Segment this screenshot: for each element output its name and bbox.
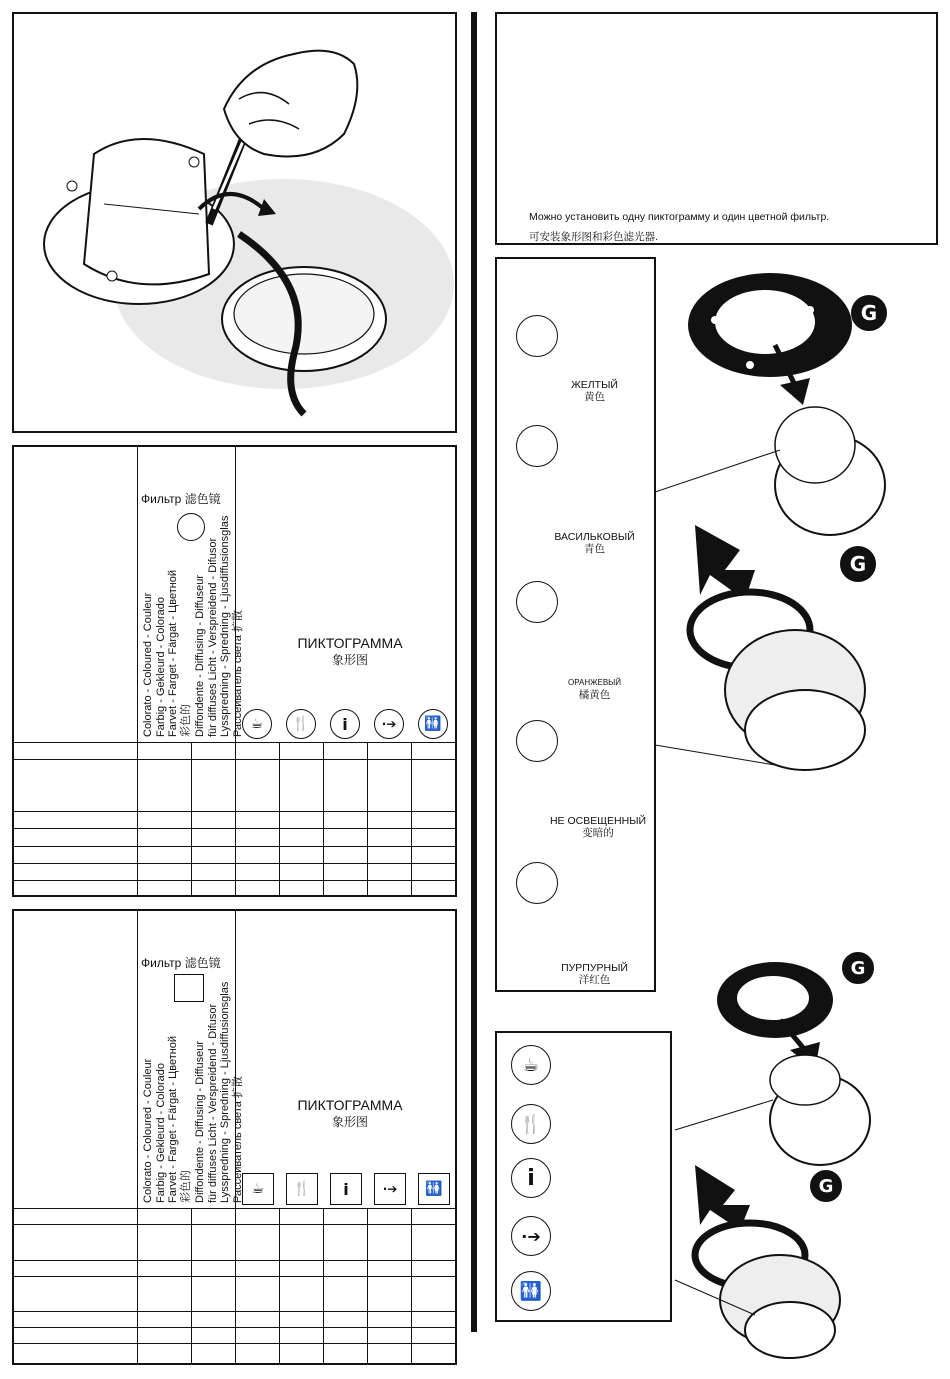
- color-option-orange: ОРАНЖЕВЫЙ 橘黄色: [567, 678, 622, 701]
- color-options-panel: [495, 257, 656, 992]
- filter-note-ru: Можно установить одну пиктограмму и один цветной фильтр.: [529, 211, 830, 223]
- legend-restroom-icon: 🚻: [511, 1271, 551, 1311]
- diffusing-label-2: Diffondente - Diffusing - Diffuseur für diffuses Licht - Verspreidend - Difusor Lysspredning - Spredning - Ljusdiffusionsglas Рассеиватель света 扩散: [194, 981, 244, 1203]
- color-option-yellow: ЖЕЛТЫЙ 黄色: [571, 379, 618, 403]
- legend-coffee-icon: ☕: [511, 1045, 551, 1085]
- color-option-magenta: ПУРПУРНЫЙ 洋红色: [561, 962, 628, 986]
- restroom-icon: 🚻: [418, 709, 448, 739]
- coffee-icon: ☕: [242, 1173, 274, 1205]
- filter-note-box: [495, 12, 938, 245]
- g-badge-1: G: [851, 295, 887, 331]
- color-option-cornflower: ВАСИЛЬКОВЫЙ 青色: [554, 531, 635, 555]
- cutlery-icon: 🍴: [286, 709, 316, 739]
- cutlery-icon: 🍴: [286, 1173, 318, 1205]
- installation-drawing: [14, 14, 455, 431]
- g-badge-3: G: [842, 952, 874, 984]
- colored-label-2: Colorato - Coloured - Couleur Farbig - Gekleurd - Colorado Farvet - Farget - Färgat - Цветной 彩色的: [142, 1035, 192, 1203]
- legend-cutlery-icon: 🍴: [511, 1104, 551, 1144]
- diffusing-label: Diffondente - Diffusing - Diffuseur für diffuses Licht - Verspreidend - Difusor Lysspredning - Spredning - Ljusdiffusionsglas Рассеиватель света 扩散: [194, 515, 244, 737]
- colored-label: Colorato - Coloured - Couleur Farbig - Gekleurd - Colorado Farvet - Farget - Färgat - Цветной 彩色的: [142, 569, 192, 737]
- pictogram-heading-2: ПИКТОГРАММА 象形图: [297, 1097, 403, 1129]
- color-swatch-orange: [516, 581, 558, 623]
- assembly-illustration: [655, 270, 945, 1370]
- color-swatch-magenta: [516, 862, 558, 904]
- color-swatch-cornflower: [516, 425, 558, 467]
- filter-heading: Фильтр 滤色镜: [141, 492, 221, 506]
- filter-table-square: [12, 909, 457, 1365]
- color-option-unlit: НЕ ОСВЕЩЕННЫЙ 变暗的: [549, 815, 647, 839]
- g-badge-4: G: [810, 1170, 842, 1202]
- restroom-icon: 🚻: [418, 1173, 450, 1205]
- filter-heading-2: Фильтр 滤色镜: [141, 956, 221, 970]
- filter-note-zh: 可安装象形图和彩色滤光器.: [529, 231, 658, 243]
- legend-exit-arrow-icon: ·➔: [511, 1216, 551, 1256]
- exit-arrow-icon: ·➔: [374, 1173, 406, 1205]
- filter-table-round: [12, 445, 457, 897]
- legend-info-icon: i: [511, 1158, 551, 1198]
- page-divider: [471, 12, 477, 1332]
- installation-illustration-panel: [12, 12, 457, 433]
- info-icon: i: [330, 1173, 362, 1205]
- info-icon: i: [330, 709, 360, 739]
- coffee-icon: ☕: [242, 709, 272, 739]
- pictogram-legend-panel: [495, 1031, 672, 1322]
- g-badge-2: G: [840, 546, 876, 582]
- color-swatch-unlit: [516, 720, 558, 762]
- pictogram-heading: ПИКТОГРАММА 象形图: [297, 635, 403, 667]
- color-swatch-yellow: [516, 315, 558, 357]
- exit-arrow-icon: ·➔: [374, 709, 404, 739]
